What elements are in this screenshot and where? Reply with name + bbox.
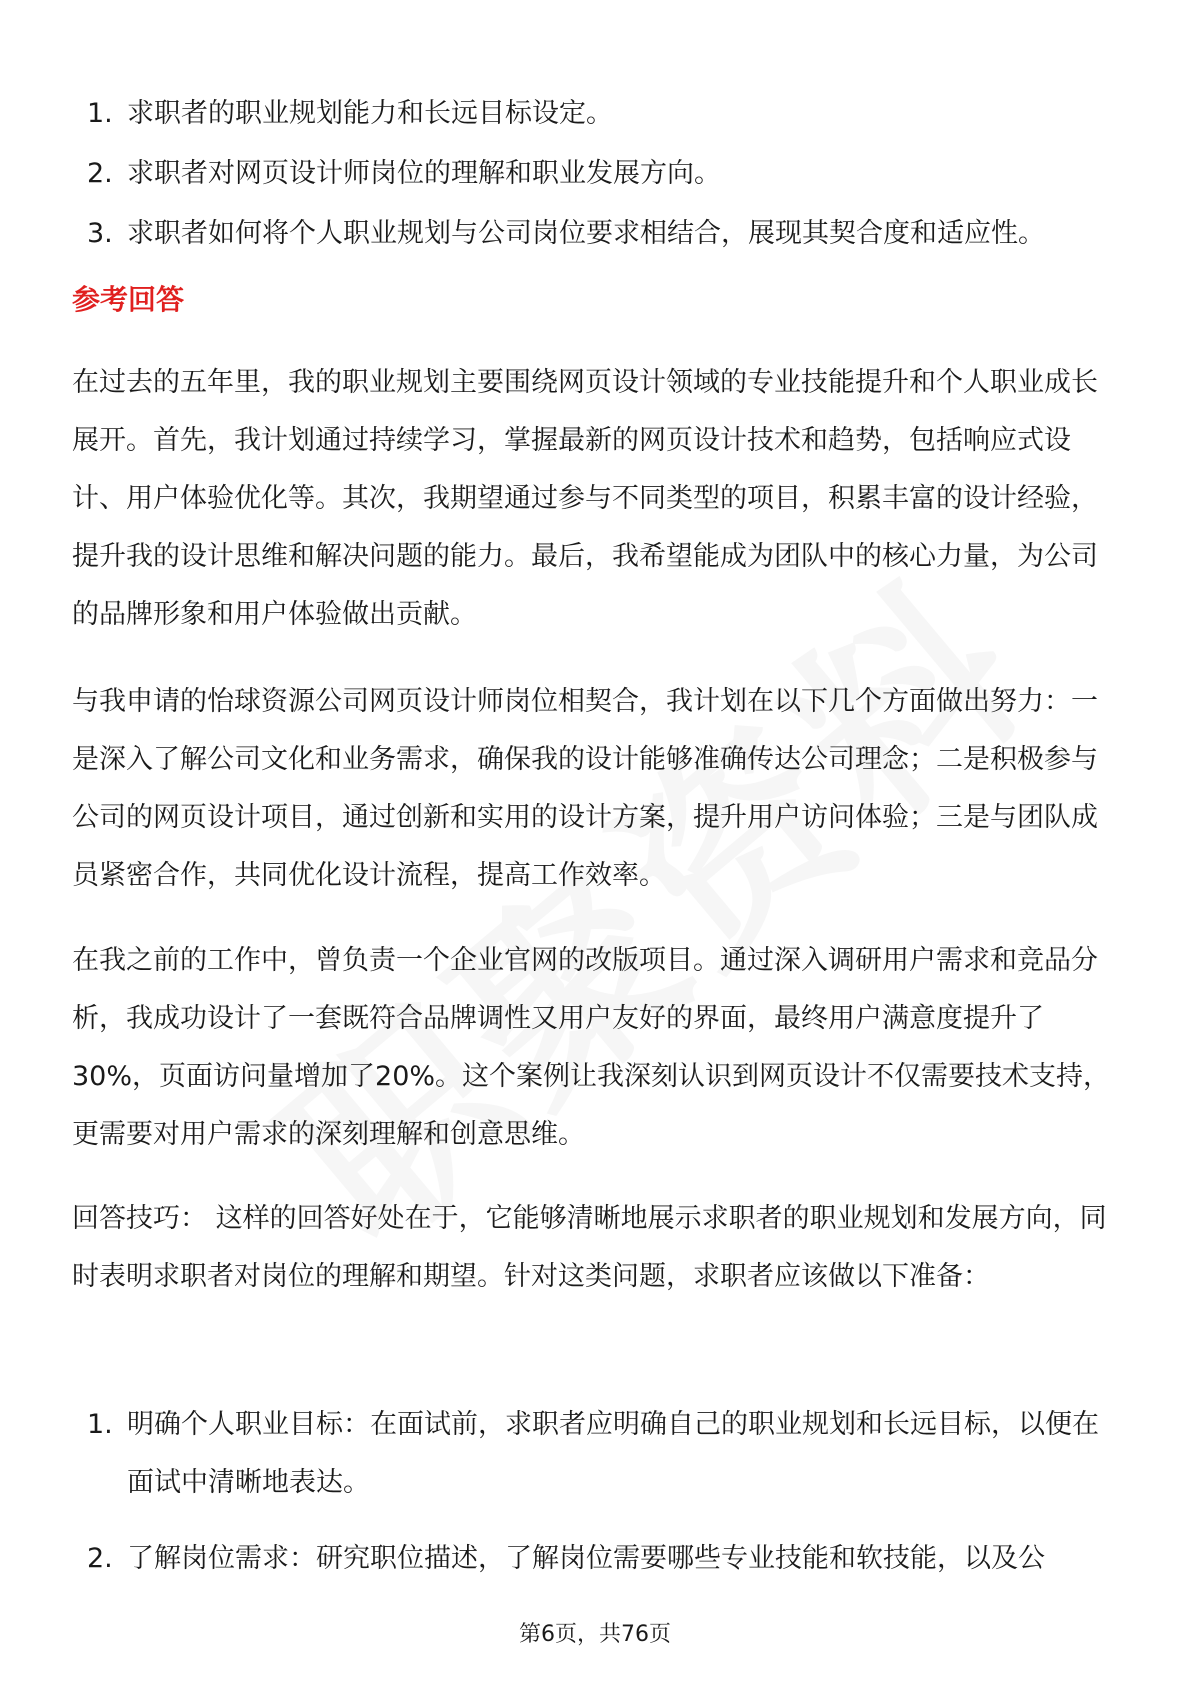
list-item [87,206,1117,266]
page-number-footer: 第6页，共76页 [519,1622,671,1647]
list-item [87,86,1117,146]
list-item-text: 求职者对网页设计师岗位的理解和职业发展方向。 [127,158,721,189]
list-item-text: 明确个人职业目标：在面试前，求职者应明确自己的职业规划和长远目标，以便在面试中清晰地表达。 [127,1409,1099,1498]
list-item [87,1396,1117,1512]
preparation-tips-list [87,1396,1117,1606]
evaluation-criteria-list [87,86,1117,266]
list-item [87,1530,1117,1588]
list-item-text: 了解岗位需求：研究职位描述，了解岗位需要哪些专业技能和软技能，以及公 [127,1543,1045,1574]
list-item-number: 3. [87,218,113,249]
list-item-text: 求职者如何将个人职业规划与公司岗位要求相结合，展现其契合度和适应性。 [127,218,1045,249]
list-item-number: 2. [87,1543,113,1574]
list-item-number: 2. [87,158,113,189]
list-item-text: 求职者的职业规划能力和长远目标设定。 [127,98,613,129]
list-item-number: 1. [87,1409,113,1440]
list-item [87,146,1117,206]
answer-paragraph: 在过去的五年里，我的职业规划主要围绕网页设计领域的专业技能提升和个人职业成长展开。首先，我计划通过持续学习，掌握最新的网页设计技术和趋势，包括响应式设计、用户体验优化等。其次，我期望通过参与不同类型的项目，积累丰富的设计经验，提升我的设计思维和解决问题的能力。最后，我希望能成为团队中的核心力量，为公司的品牌形象和用户体验做出贡献。 [72,367,1098,630]
answer-paragraph: 与我申请的怡球资源公司网页设计师岗位相契合，我计划在以下几个方面做出努力：一是深入了解公司文化和业务需求，确保我的设计能够准确传达公司理念；二是积极参与公司的网页设计项目，通过创新和实用的设计方案，提升用户访问体验；三是与团队成员紧密合作，共同优化设计流程，提高工作效率。 [72,686,1098,891]
list-item-number: 1. [87,98,113,129]
tips-paragraph: 回答技巧： 这样的回答好处在于，它能够清晰地展示求职者的职业规划和发展方向，同时表明求职者对岗位的理解和期望。针对这类问题，求职者应该做以下准备： [72,1203,1107,1292]
answer-paragraph: 在我之前的工作中，曾负责一个企业官网的改版项目。通过深入调研用户需求和竞品分析，我成功设计了一套既符合品牌调性又用户友好的界面，最终用户满意度提升了30%，页面访问量增加了20%。这个案例让我深刻认识到网页设计不仅需要技术支持，更需要对用户需求的深刻理解和创意思维。 [72,945,1111,1150]
answer-heading: 参考回答 [72,283,185,316]
